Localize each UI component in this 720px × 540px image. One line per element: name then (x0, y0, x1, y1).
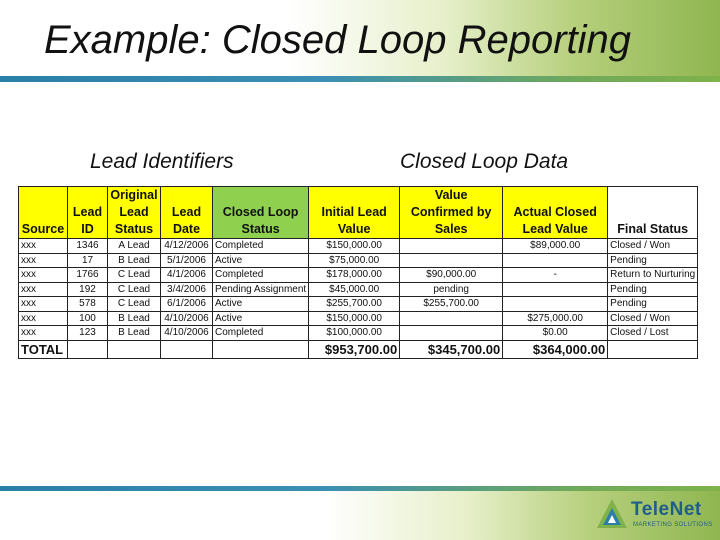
cell-original-lead-status: A Lead (108, 239, 161, 254)
total-label: TOTAL (19, 340, 68, 358)
section-label-closed-loop-data: Closed Loop Data (400, 150, 569, 173)
cell-value-confirmed: $90,000.00 (400, 268, 503, 283)
cell-lead-id: 123 (68, 326, 108, 341)
cell-final-status: Pending (608, 297, 698, 312)
header-line: Status (114, 222, 154, 236)
table-header-row (19, 187, 698, 239)
cell-closed-loop-status: Completed (213, 239, 309, 254)
cell-value-confirmed: pending (400, 282, 503, 297)
cell-source: xxx (19, 282, 68, 297)
table-row (19, 268, 698, 283)
cell-source: xxx (19, 311, 68, 326)
total-empty-cell (68, 340, 108, 358)
cell-final-status: Pending (608, 253, 698, 268)
header-line: Original (110, 188, 158, 202)
cell-initial-lead-value: $150,000.00 (309, 239, 400, 254)
cell-original-lead-status: B Lead (108, 311, 161, 326)
cell-lead-date: 5/1/2006 (161, 253, 213, 268)
header-line: Final Status (617, 222, 689, 236)
header-line: Closed Loop (222, 205, 299, 219)
header-line: Initial Lead (321, 205, 387, 219)
cell-actual-closed-value: $0.00 (503, 326, 608, 341)
cell-closed-loop-status: Active (213, 297, 309, 312)
header-source (19, 187, 68, 239)
cell-value-confirmed: $255,700.00 (400, 297, 503, 312)
cell-closed-loop-status: Completed (213, 326, 309, 341)
cell-source: xxx (19, 297, 68, 312)
header-line: Lead (119, 205, 149, 219)
cell-lead-id: 17 (68, 253, 108, 268)
header-line: ID (81, 222, 94, 236)
total-actual-closed-value: $364,000.00 (503, 340, 608, 358)
telenet-triangle-icon (595, 497, 629, 531)
cell-lead-date: 4/12/2006 (161, 239, 213, 254)
cell-lead-id: 192 (68, 282, 108, 297)
cell-closed-loop-status: Active (213, 311, 309, 326)
total-empty-cell (161, 340, 213, 358)
cell-lead-id: 100 (68, 311, 108, 326)
closed-loop-table (18, 186, 698, 359)
total-value-confirmed: $345,700.00 (400, 340, 503, 358)
cell-lead-date: 3/4/2006 (161, 282, 213, 297)
header-original-lead-status (108, 187, 161, 239)
cell-final-status: Pending (608, 282, 698, 297)
cell-actual-closed-value: $275,000.00 (503, 311, 608, 326)
cell-initial-lead-value: $255,700.00 (309, 297, 400, 312)
header-line: Date (172, 222, 201, 236)
header-line: Actual Closed (513, 205, 597, 219)
header-initial-lead-value (309, 187, 400, 239)
cell-final-status: Return to Nurturing (608, 268, 698, 283)
cell-closed-loop-status: Completed (213, 268, 309, 283)
cell-original-lead-status: B Lead (108, 253, 161, 268)
header-lead-id (68, 187, 108, 239)
header-line: Status (241, 222, 280, 236)
cell-actual-closed-value (503, 253, 608, 268)
table-row (19, 311, 698, 326)
cell-value-confirmed (400, 326, 503, 341)
table-row (19, 297, 698, 312)
cell-lead-id: 1766 (68, 268, 108, 283)
cell-value-confirmed (400, 239, 503, 254)
cell-lead-date: 4/10/2006 (161, 326, 213, 341)
cell-source: xxx (19, 268, 68, 283)
cell-initial-lead-value: $178,000.00 (309, 268, 400, 283)
cell-closed-loop-status: Active (213, 253, 309, 268)
header-line: Lead (171, 205, 202, 219)
header-line: Lead (72, 205, 103, 219)
header-value-confirmed-by-sales (400, 187, 503, 239)
cell-final-status: Closed / Lost (608, 326, 698, 341)
table-total-row (19, 340, 698, 358)
table-row (19, 282, 698, 297)
cell-initial-lead-value: $45,000.00 (309, 282, 400, 297)
header-rule (0, 76, 720, 82)
logo-tagline: MARKETING SOLUTIONS (633, 522, 713, 528)
cell-original-lead-status: C Lead (108, 268, 161, 283)
header-lead-date (161, 187, 213, 239)
header-actual-closed-lead-value (503, 187, 608, 239)
slide-title: Example: Closed Loop Reporting (44, 18, 632, 62)
cell-lead-date: 4/1/2006 (161, 268, 213, 283)
table-row (19, 253, 698, 268)
section-label-lead-identifiers: Lead Identifiers (90, 150, 234, 173)
cell-actual-closed-value: - (503, 268, 608, 283)
header-line: Value (434, 188, 468, 202)
cell-closed-loop-status: Pending Assignment (213, 282, 309, 297)
cell-source: xxx (19, 239, 68, 254)
cell-initial-lead-value: $100,000.00 (309, 326, 400, 341)
cell-initial-lead-value: $75,000.00 (309, 253, 400, 268)
total-empty-cell (108, 340, 161, 358)
cell-source: xxx (19, 253, 68, 268)
cell-lead-id: 578 (68, 297, 108, 312)
table-row (19, 239, 698, 254)
cell-original-lead-status: B Lead (108, 326, 161, 341)
table-row (19, 326, 698, 341)
cell-actual-closed-value (503, 297, 608, 312)
cell-lead-date: 6/1/2006 (161, 297, 213, 312)
cell-initial-lead-value: $150,000.00 (309, 311, 400, 326)
cell-final-status: Closed / Won (608, 311, 698, 326)
cell-actual-closed-value (503, 282, 608, 297)
logo-name: TeleNet (631, 499, 702, 520)
cell-source: xxx (19, 326, 68, 341)
header-closed-loop-status (213, 187, 309, 239)
cell-final-status: Closed / Won (608, 239, 698, 254)
cell-lead-id: 1346 (68, 239, 108, 254)
total-empty-cell (213, 340, 309, 358)
header-line: Sales (434, 222, 468, 236)
cell-original-lead-status: C Lead (108, 297, 161, 312)
cell-original-lead-status: C Lead (108, 282, 161, 297)
cell-value-confirmed (400, 253, 503, 268)
total-empty-cell (608, 340, 698, 358)
total-initial-lead-value: $953,700.00 (309, 340, 400, 358)
header-final-status (608, 187, 698, 239)
header-line: Lead Value (522, 222, 588, 236)
header-line: Value (337, 222, 371, 236)
cell-lead-date: 4/10/2006 (161, 311, 213, 326)
header-line: Source (21, 222, 65, 236)
header-line: Confirmed by (410, 205, 492, 219)
cell-value-confirmed (400, 311, 503, 326)
telenet-logo (595, 495, 715, 535)
cell-actual-closed-value: $89,000.00 (503, 239, 608, 254)
